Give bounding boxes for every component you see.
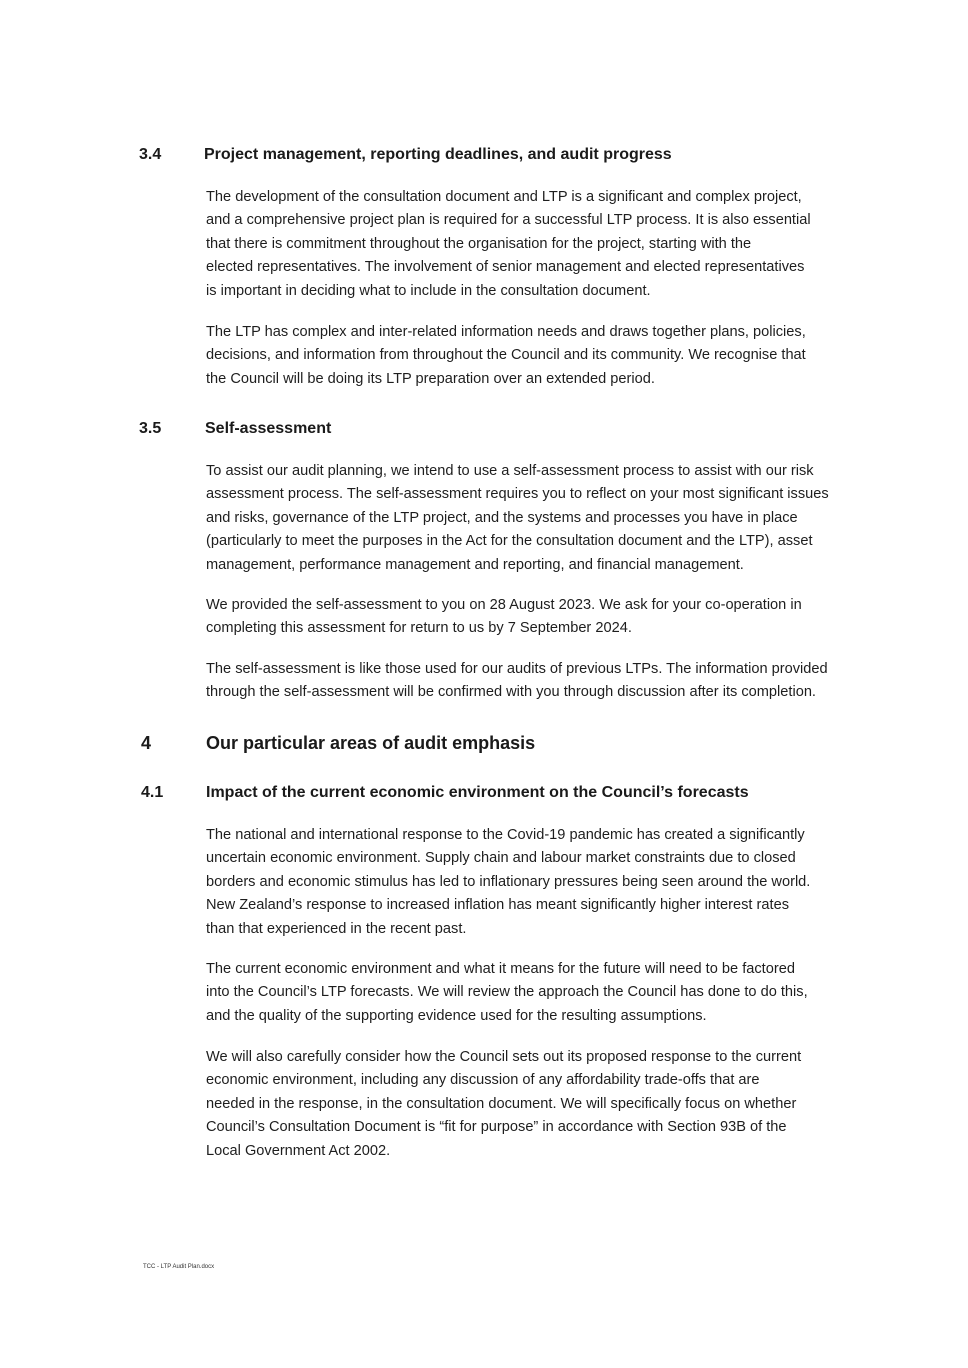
paragraph-line: that there is commitment throughout the organisation for the project, starting with the (206, 235, 752, 252)
paragraph-line: into the Council’s LTP forecasts. We will review the approach the Council has done to do this, (206, 984, 808, 1001)
paragraph-line: We will also carefully consider how the Council sets out its proposed response to the current (206, 1049, 802, 1065)
section-number: 3.4 (139, 146, 162, 163)
paragraph-line: through the self-assessment will be confirmed with you through discussion after its completion. (206, 684, 816, 701)
paragraph-line: borders and economic stimulus has led to inflationary pressures being seen around the world. (206, 873, 811, 890)
paragraph (206, 186, 876, 303)
paragraph-line: The current economic environment and what it means for the future will need to be factored (206, 961, 795, 977)
paragraph (206, 658, 876, 705)
paragraph-line: and risks, governance of the LTP project, and the systems and processes you have in place (206, 509, 798, 526)
paragraph (206, 321, 876, 391)
section-number: 3.5 (139, 420, 162, 437)
paragraph-line: completing this assessment for return to us by 7 September 2024. (206, 620, 632, 637)
paragraph-line: decisions, and information from throughout the Council and its community. We recognise that (206, 347, 806, 364)
footer-filename: TCC - LTP Audit Plan.docx (143, 1264, 215, 1270)
section-title: Impact of the current economic environment on the Council’s forecasts (206, 784, 749, 801)
paragraph-line: than that experienced in the recent past. (206, 920, 467, 937)
paragraph-line: and the quality of the supporting evidence used for the resulting assumptions. (206, 1007, 707, 1024)
paragraph-line: We provided the self-assessment to you on 28 August 2023. We ask for your co-operation in (206, 597, 802, 613)
paragraph-line: assessment process. The self-assessment requires you to reflect on your most significant issues (206, 486, 829, 503)
section-title: Self-assessment (205, 420, 332, 437)
paragraph-line: Local Government Act 2002. (206, 1142, 391, 1159)
paragraph (206, 824, 876, 941)
paragraph (206, 1046, 876, 1163)
paragraph-line: The national and international response to the Covid-19 pandemic has created a significantly (206, 827, 805, 843)
paragraph-line: The development of the consultation document and LTP is a significant and complex project, (206, 189, 802, 205)
paragraph-line: needed in the response, in the consultation document. We will specifically focus on whether (206, 1095, 797, 1112)
section-number: 4.1 (141, 784, 164, 801)
paragraph-line: management, performance management and reporting, and financial management. (206, 556, 744, 573)
paragraph-line: To assist our audit planning, we intend to use a self-assessment process to assist with our risk (206, 463, 814, 479)
paragraph (206, 460, 876, 577)
section-title: Our particular areas of audit emphasis (206, 733, 536, 753)
paragraph-line: The self-assessment is like those used for our audits of previous LTPs. The information provided (206, 661, 828, 677)
paragraph-line: is important in deciding what to include in the consultation document. (206, 282, 651, 299)
paragraph (206, 958, 876, 1028)
section-title: Project management, reporting deadlines, and audit progress (204, 146, 672, 163)
paragraph-line: Council’s Consultation Document is “fit for purpose” in accordance with Section 93B of the (206, 1119, 787, 1136)
paragraph-line: elected representatives. The involvement of senior management and elected representatives (206, 259, 805, 276)
paragraph-line: uncertain economic environment. Supply chain and labour market constraints due to closed (206, 850, 796, 867)
paragraph-line: and a comprehensive project plan is required for a successful LTP process. It is also essential (206, 212, 811, 229)
section-number: 4 (141, 733, 152, 753)
paragraph-line: economic environment, including any discussion of any affordability trade-offs that are (206, 1072, 760, 1089)
paragraph-line: New Zealand’s response to increased inflation has meant significantly higher interest rates (206, 897, 789, 914)
paragraph (206, 594, 876, 641)
paragraph-line: The LTP has complex and inter-related information needs and draws together plans, policies, (206, 324, 806, 340)
paragraph-line: (particularly to meet the purposes in the Act for the consultation document and the LTP), asset (206, 533, 813, 550)
paragraph-line: the Council will be doing its LTP preparation over an extended period. (206, 370, 655, 387)
